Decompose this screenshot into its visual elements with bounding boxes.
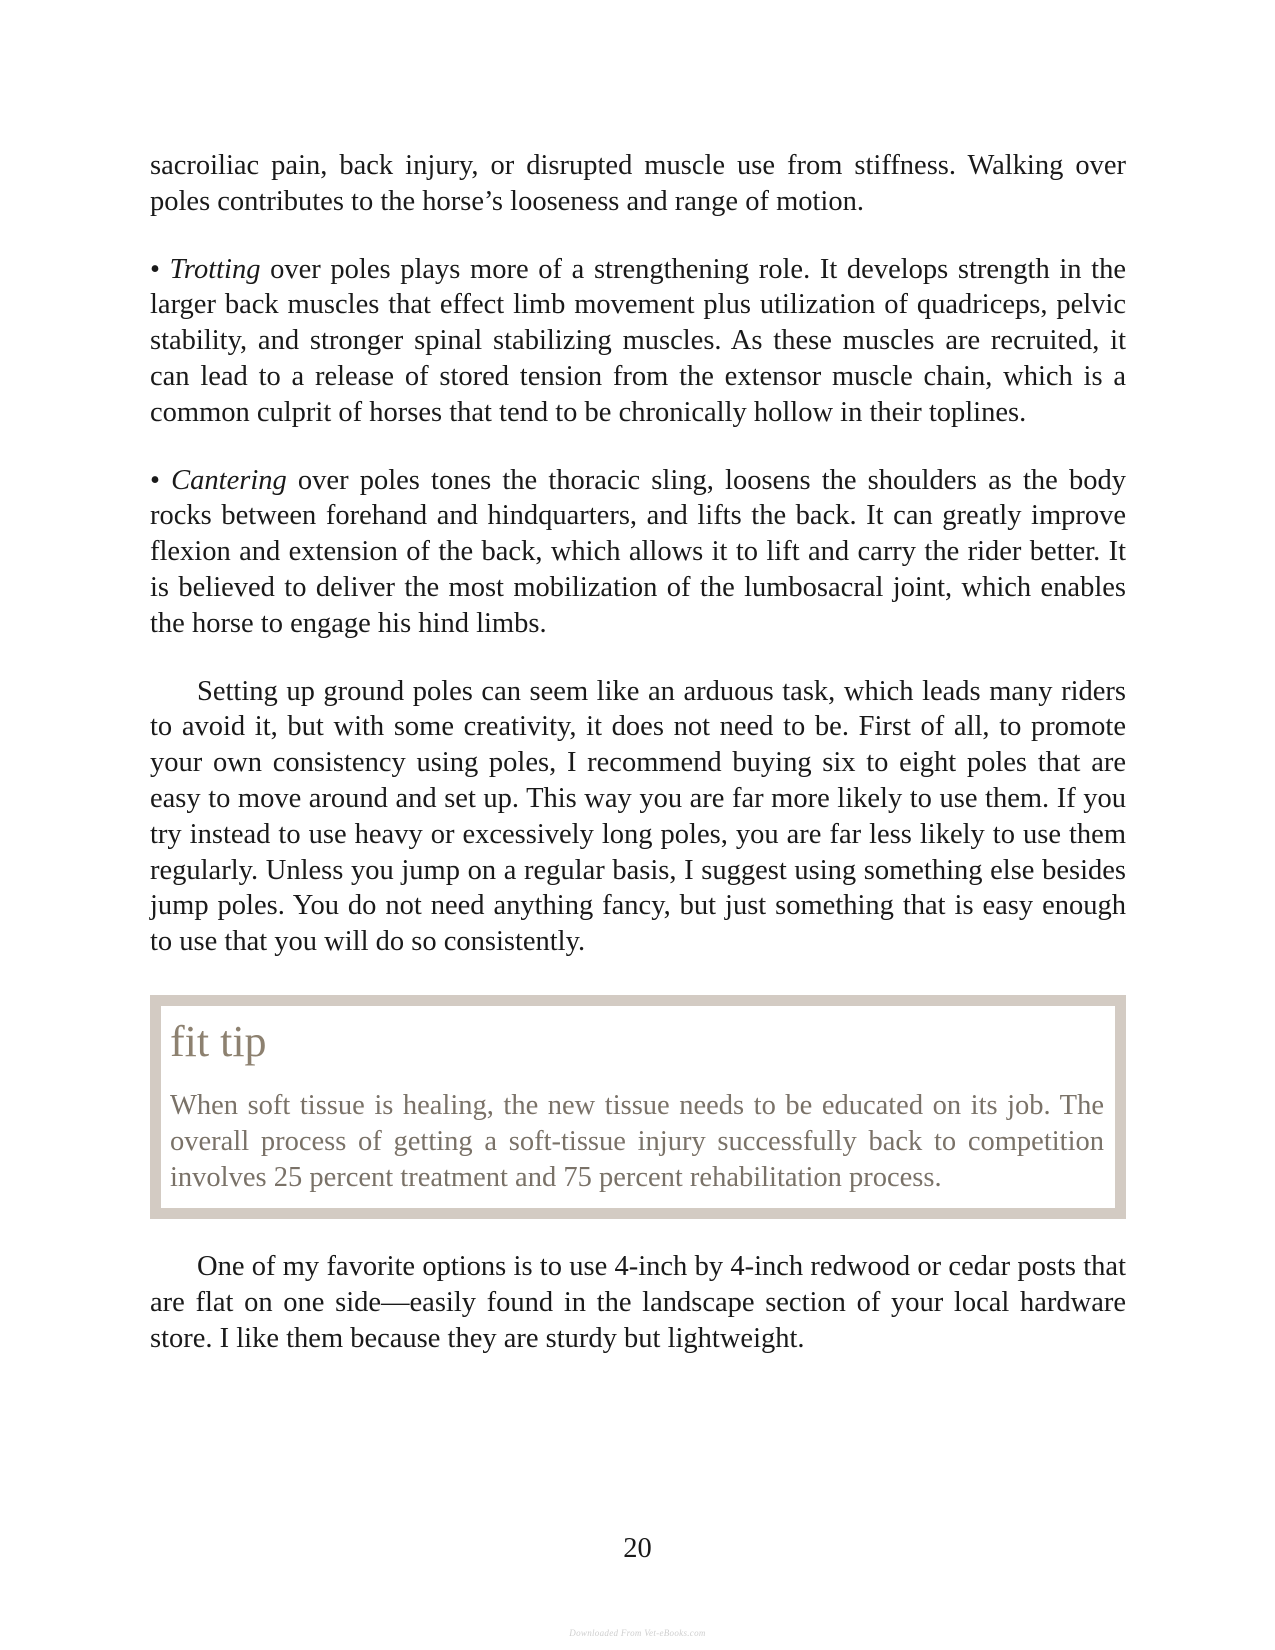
- paragraph-trotting: [150, 252, 1126, 431]
- paragraph-gap: [150, 220, 1126, 252]
- paragraph-cantering: [150, 463, 1126, 642]
- paragraph-ground-poles: Setting up ground poles can seem like an arduous task, which leads many riders to avoid it, but with some creativity, it does not need to be. First of all, to promote your own consistency using poles, I recommend buying six to eight poles that are easy to move around and set up. This way you are far more likely to use them. If you try instead to use heavy or excessively long poles, you are far less likely to use them regularly. Unless you jump on a regular basis, I suggest using something else besides jump poles. You do not need anything fancy, but just something that is easy enough to use that you will do so consistently.: [150, 675, 1126, 958]
- trotting-text: over poles plays more of a strengthening role. It develops strength in the larger back muscles that effect limb movement plus utilization of quadriceps, pelvic stability, and stronger spinal stabilizing muscles. As these muscles are recruited, it can lead to a release of stored tension from the extensor muscle chain, which is a common culprit of horses that tend to be chronically hollow in their toplines.: [150, 253, 1126, 428]
- fit-tip-box: [150, 995, 1126, 1219]
- fit-tip-title: fit tip: [170, 1016, 267, 1066]
- paragraph-gap: [150, 642, 1126, 674]
- paragraph-gap: [150, 431, 1126, 463]
- cantering-text: over poles tones the thoracic sling, loosens the shoulders as the body rocks between forehand and hindquarters, and lifts the back. It can greatly improve flexion and extension of the back, which allows it to lift and carry the rider better. It is believed to deliver the most mobilization of the lumbosacral joint, which enables the horse to engage his hind limbs.: [150, 464, 1126, 639]
- paragraph-walking-continued: sacroiliac pain, back injury, or disrupted muscle use from stiffness. Walking over poles contributes to the horse’s looseness and range of motion.: [150, 150, 1126, 217]
- watermark: Downloaded From Vet-eBooks.com: [569, 1628, 706, 1638]
- cantering-term: Cantering: [171, 464, 287, 496]
- bullet: •: [150, 464, 172, 496]
- page-content: [150, 148, 1126, 1356]
- paragraph-favorite-options: One of my favorite options is to use 4-inch by 4-inch redwood or cedar posts that are flat on one side—easily found in the landscape section of your local hardware store. I like them because they are sturdy but lightweight.: [150, 1250, 1126, 1354]
- bullet: •: [150, 253, 170, 285]
- page-number: 20: [623, 1533, 652, 1564]
- trotting-term: Trotting: [169, 253, 261, 285]
- fit-tip-body: When soft tissue is healing, the new tissue needs to be educated on its job. The overall process of getting a soft-tissue injury successfully back to competition involves 25 percent treatment and 75 percent rehabilitation process.: [170, 1089, 1104, 1193]
